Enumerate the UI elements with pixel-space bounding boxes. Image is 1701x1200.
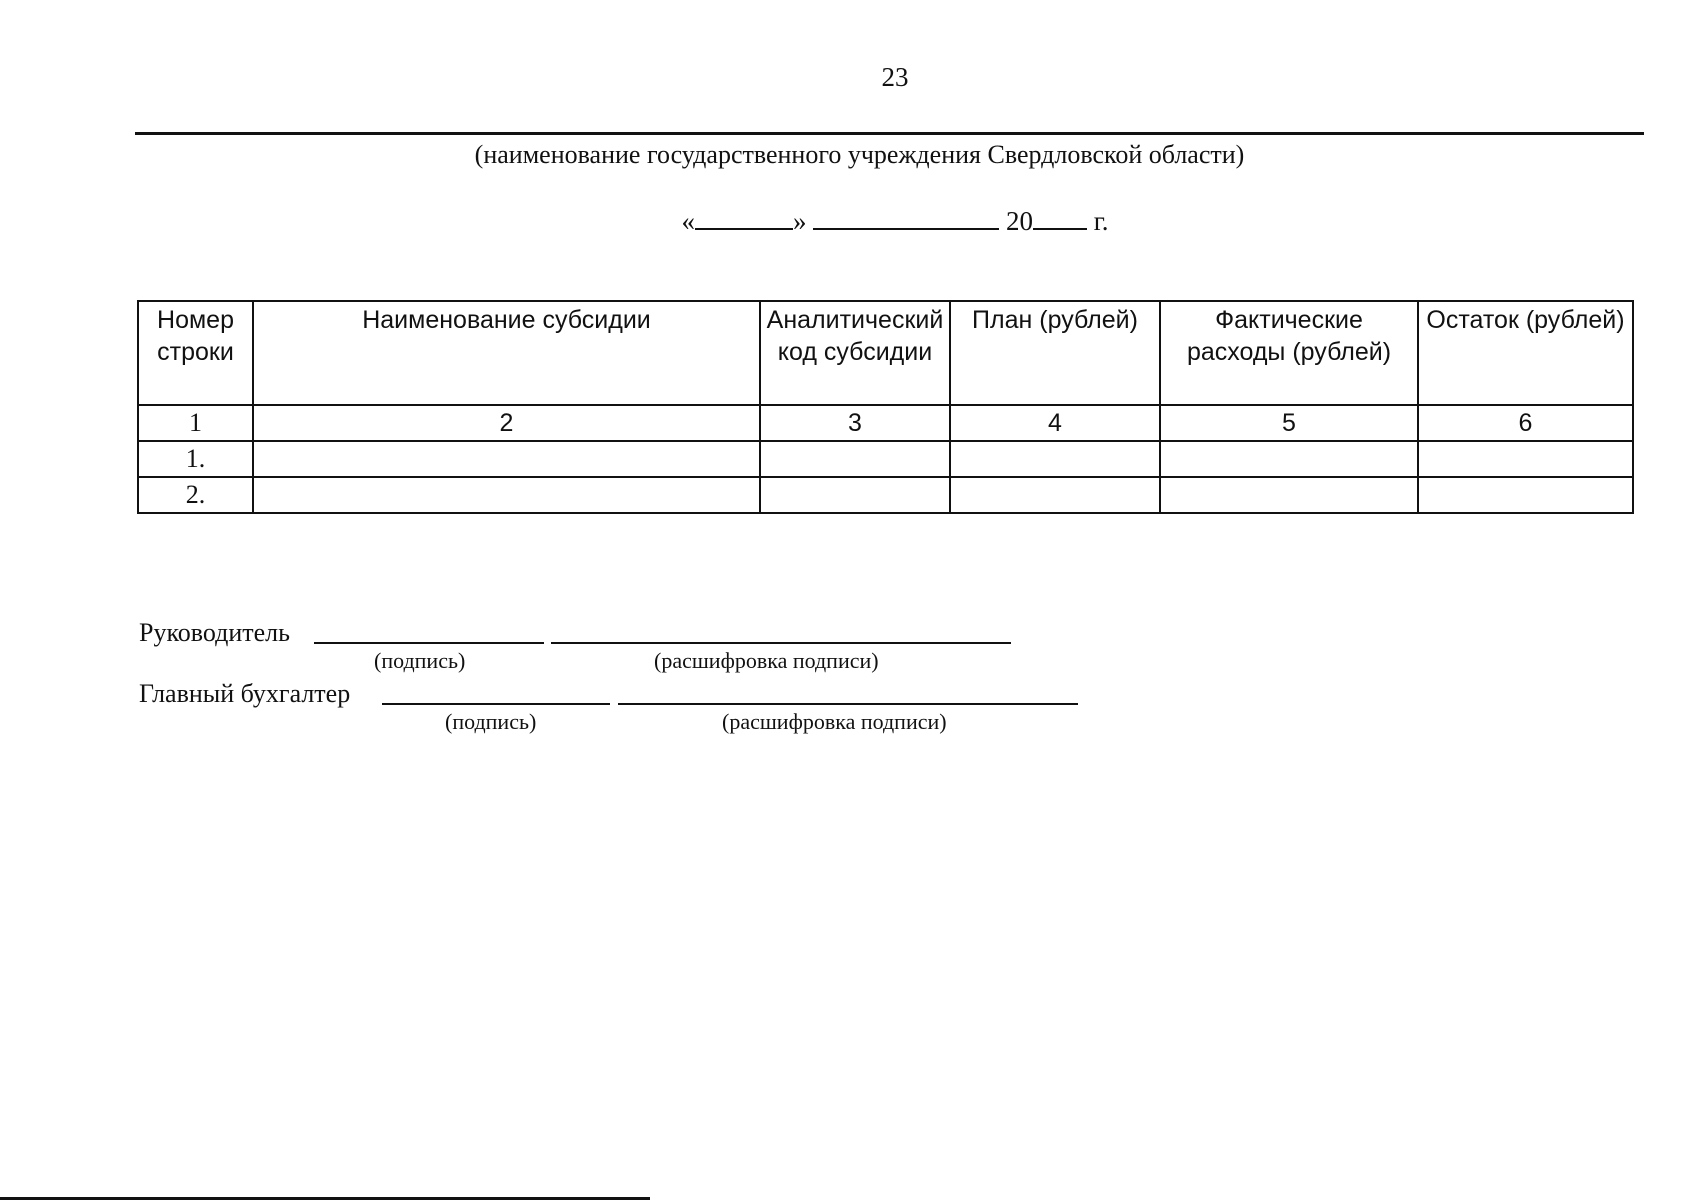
table-cell-empty xyxy=(253,441,760,477)
head-decoding-line xyxy=(551,642,1011,644)
institution-caption: (наименование государственного учреждения Свердловской области) xyxy=(474,140,1245,169)
date-open-quote: « xyxy=(681,206,695,236)
table-cell-empty xyxy=(1418,441,1633,477)
date-year-blank xyxy=(1033,206,1087,230)
table-cell-empty xyxy=(760,477,950,513)
accountant-decoding-caption: (расшифровка подписи) xyxy=(722,709,947,734)
table-row xyxy=(138,477,1633,513)
column-number: 3 xyxy=(760,405,950,441)
head-label: Руководитель xyxy=(139,618,290,647)
table-cell-empty xyxy=(950,477,1160,513)
head-signature-line xyxy=(314,642,544,644)
subsidy-report-table xyxy=(137,300,1634,514)
header-actual-expenses: Фактические расходы (рублей) xyxy=(1160,301,1418,405)
table-row xyxy=(138,441,1633,477)
table-cell-empty xyxy=(1160,441,1418,477)
date-line xyxy=(0,206,1701,237)
column-number: 4 xyxy=(950,405,1160,441)
column-number: 2 xyxy=(253,405,760,441)
row-number: 1. xyxy=(138,441,253,477)
accountant-signature-line xyxy=(382,703,610,705)
date-year-suffix: г. xyxy=(1093,206,1109,236)
head-signature-caption: (подпись) xyxy=(374,648,466,673)
row-number: 2. xyxy=(138,477,253,513)
date-day-blank xyxy=(695,206,793,230)
date-close-quote: » xyxy=(792,206,807,236)
table-cell-empty xyxy=(1418,477,1633,513)
header-plan: План (рублей) xyxy=(950,301,1160,405)
column-number: 1 xyxy=(138,405,253,441)
column-number: 6 xyxy=(1418,405,1633,441)
table-cell-empty xyxy=(1160,477,1418,513)
header-row-number: Номер строки xyxy=(138,301,253,405)
head-decoding-caption: (расшифровка подписи) xyxy=(654,648,879,673)
table-cell-empty xyxy=(760,441,950,477)
column-number-row xyxy=(138,405,1633,441)
header-remainder: Остаток (рублей) xyxy=(1418,301,1633,405)
table-header-row xyxy=(138,301,1633,405)
date-year-prefix: 20 xyxy=(1005,206,1033,236)
accountant-signature-caption: (подпись) xyxy=(445,709,537,734)
page-number: 23 xyxy=(881,62,909,92)
column-number: 5 xyxy=(1160,405,1418,441)
institution-name-line xyxy=(135,132,1644,135)
header-subsidy-name: Наименование субсидии xyxy=(253,301,760,405)
accountant-decoding-line xyxy=(618,703,1078,705)
accountant-label: Главный бухгалтер xyxy=(139,679,351,708)
table-cell-empty xyxy=(950,441,1160,477)
header-analytic-code: Аналитический код субсидии xyxy=(760,301,950,405)
date-month-blank xyxy=(813,206,999,230)
table-cell-empty xyxy=(253,477,760,513)
